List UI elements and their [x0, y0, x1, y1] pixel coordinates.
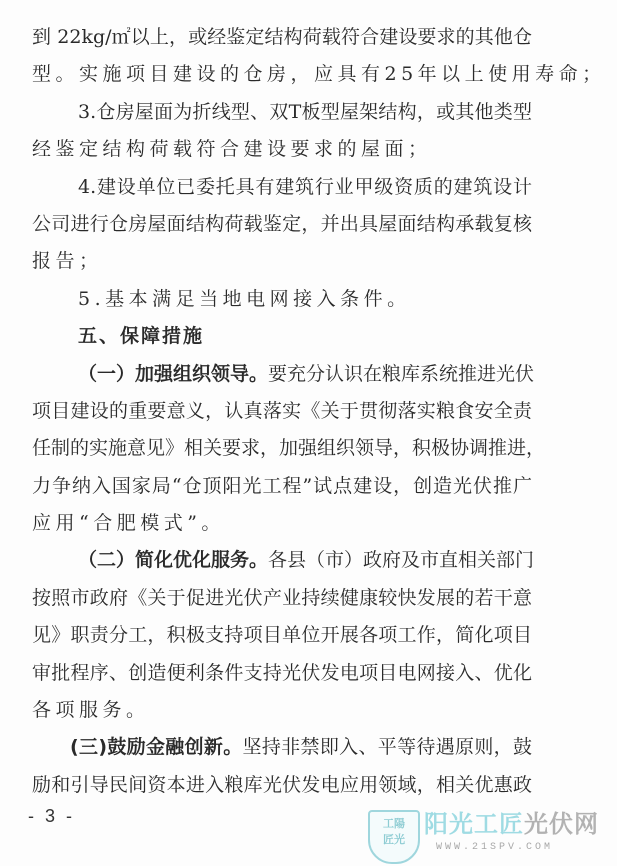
text-line: 任制的实施意见》相关要求，加强组织领导，积极协调推进， [32, 437, 546, 460]
subheading: （二）简化优化服务。 [78, 549, 269, 572]
text-line: 各项服务。 [32, 699, 150, 722]
paragraph-start [32, 542, 535, 579]
shield-text-top: 工陽 [383, 817, 405, 830]
watermark-title-a: 阳光工匠 [424, 810, 524, 838]
text-line: 到 22kg/㎡以上，或经鉴定结构荷载符合建设要求的其他仓 [32, 26, 532, 48]
section-heading: 五、保障措施 [78, 325, 205, 348]
subheading: （一）加强组织领导。 [78, 362, 269, 385]
text-line: 型。实施项目建设的仓房，应具有25年以上使用寿命； [32, 63, 606, 86]
shield-icon [368, 810, 420, 864]
list-item-5: 5.基本满足当地电网接入条件。 [78, 287, 411, 310]
watermark-title-b: 光伏网 [524, 810, 599, 838]
list-item-4: 4.建设单位已委托具有建筑行业甲级资质的建筑设计 [78, 175, 532, 198]
list-item-3: 3.仓房屋面为折线型、双T板型屋架结构，或其他类型 [78, 100, 532, 123]
paragraph-start [32, 356, 535, 393]
text-span: 坚持非禁即入、平等待遇原则，鼓 [242, 736, 532, 759]
text-line: 应用“合肥模式”。 [32, 512, 225, 535]
text-line: 励和引导民间资本进入粮库光伏发电应用领域，相关优惠政 [32, 773, 532, 796]
document-page [32, 19, 606, 804]
text-line: 经鉴定结构荷载符合建设要求的屋面； [32, 138, 432, 161]
text-line: 项目建设的重要意义，认真落实《关于贯彻落实粮食安全责 [32, 399, 532, 422]
text-line: 见》职责分工，积极支持项目单位开展各项工作，简化项目 [32, 624, 532, 647]
watermark-logo [368, 810, 613, 864]
watermark-url: WWW.21SPV.COM [436, 842, 554, 853]
text-line: 公司进行仓房屋面结构荷载鉴定，并出具屋面结构承载复核 [32, 212, 532, 235]
text-span: 要充分认识在粮库系统推进光伏 [268, 362, 535, 385]
page-number: - 3 - [28, 806, 76, 826]
paragraph-start [32, 729, 532, 766]
subheading: (三)鼓励金融创新。 [70, 736, 243, 759]
watermark-title [424, 810, 599, 838]
text-line: 报告； [32, 250, 103, 273]
text-line: 按照市政府《关于促进光伏产业持续健康较快发展的若干意 [32, 586, 532, 609]
text-line: 审批程序、创造便利条件支持光伏发电项目电网接入、优化 [32, 661, 532, 684]
text-span: 各县（市）政府及市直相关部门 [268, 549, 535, 572]
shield-text-bottom: 匠光 [383, 833, 405, 846]
text-line: 力争纳入国家局“仓顶阳光工程”试点建设，创造光伏推广 [32, 474, 532, 497]
